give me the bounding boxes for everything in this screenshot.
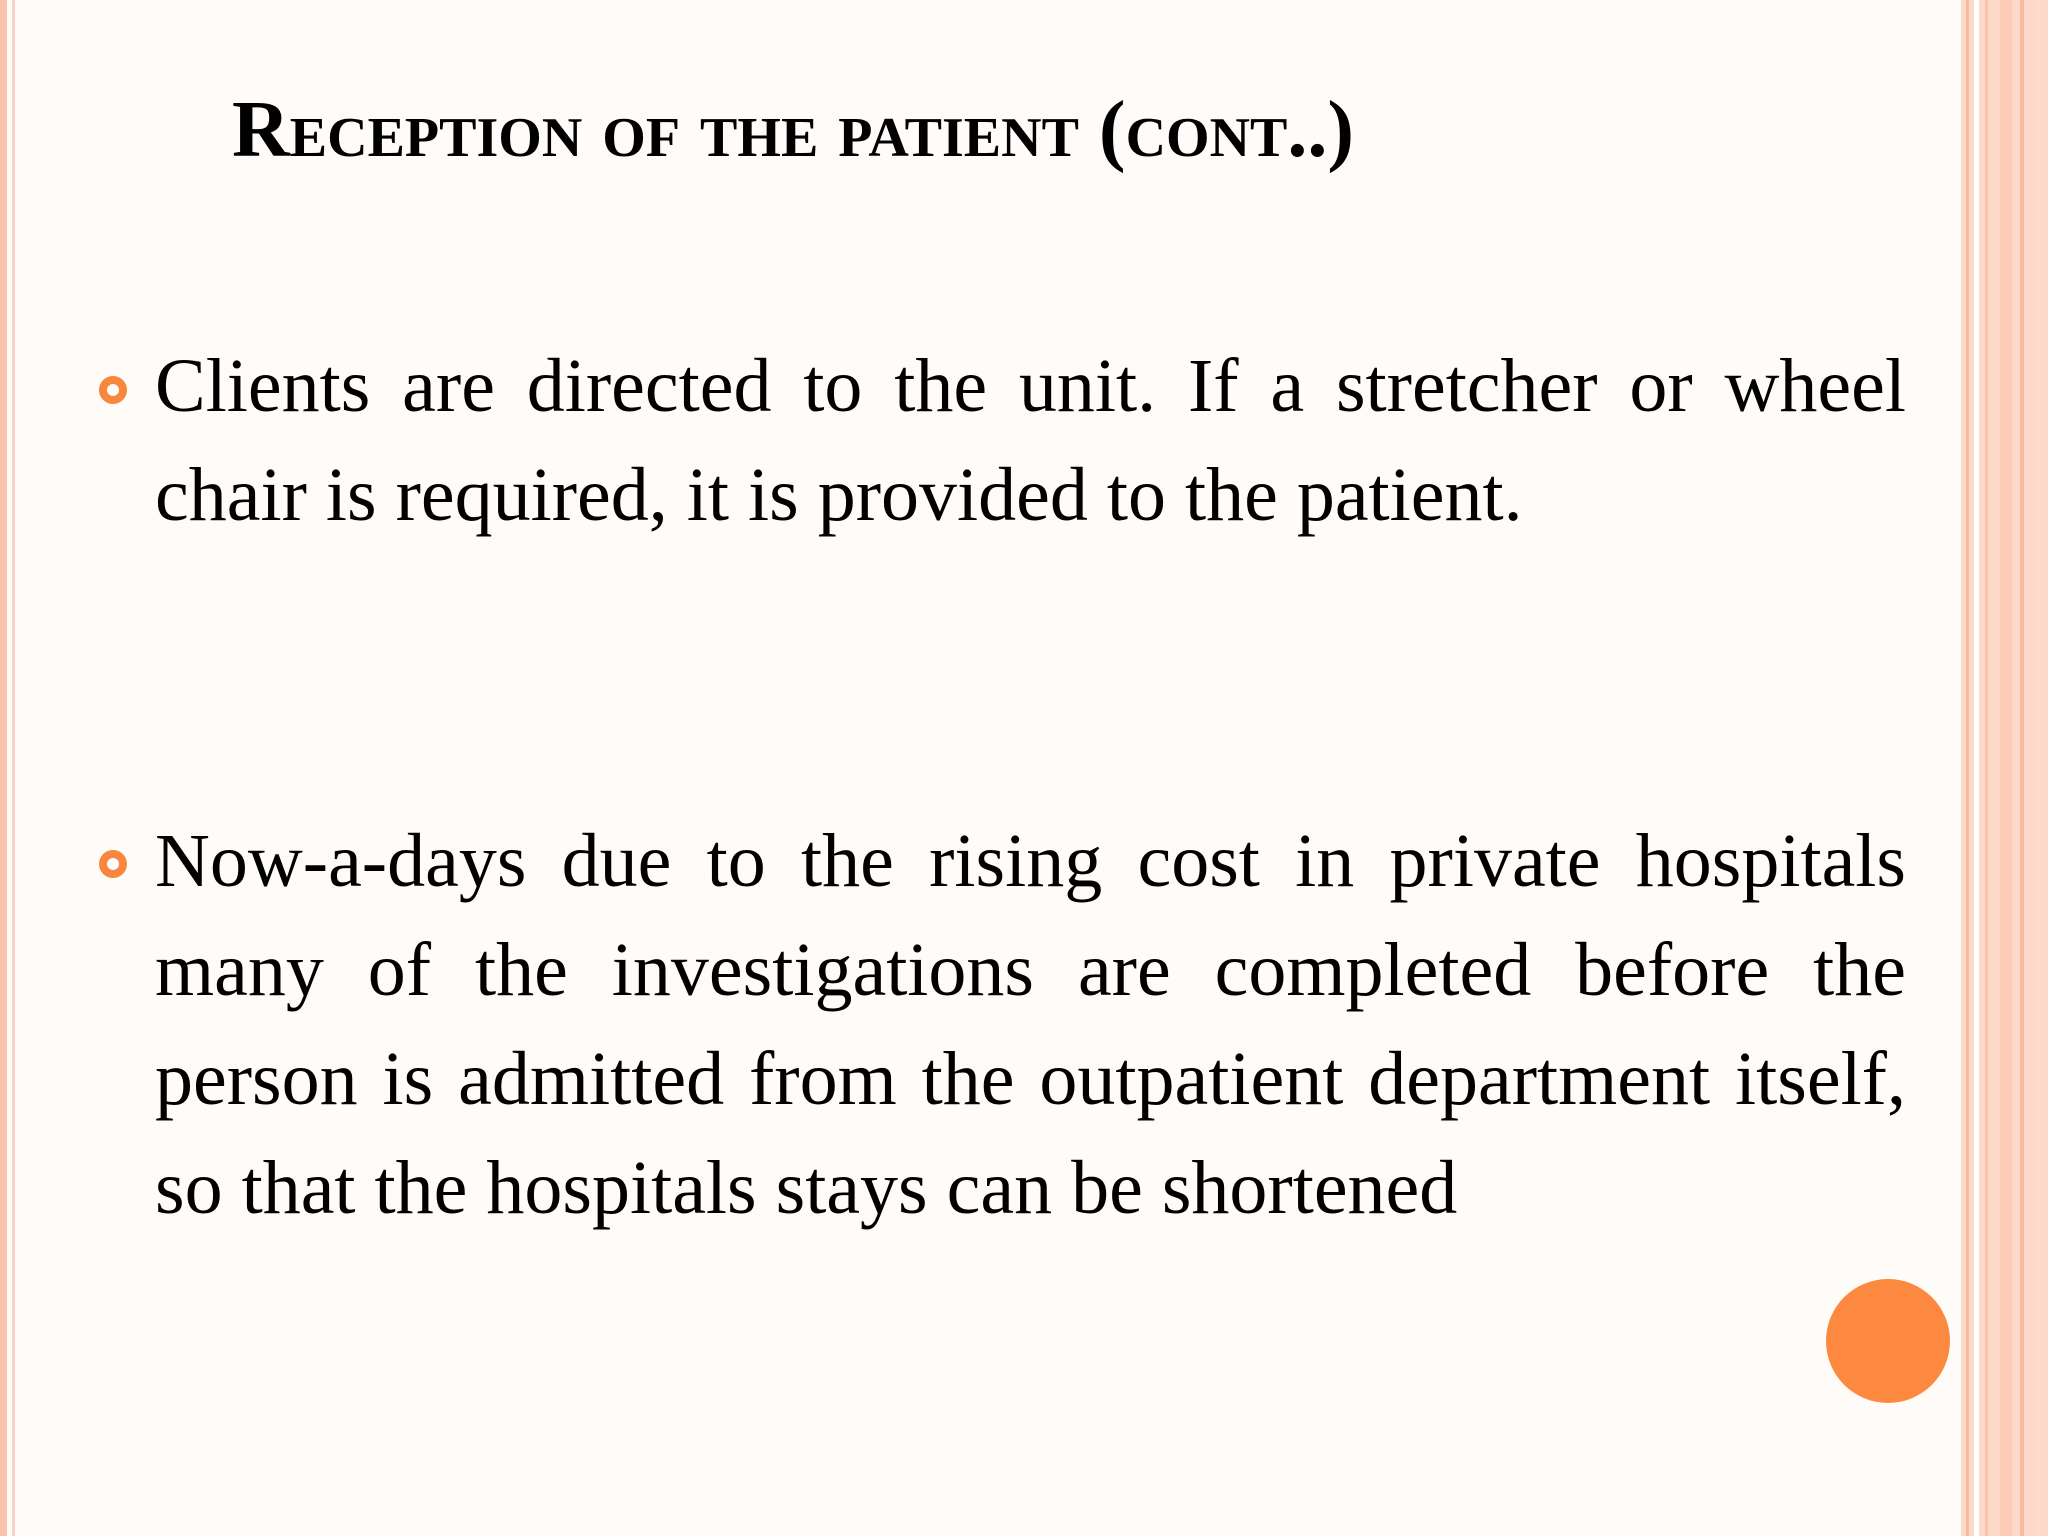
bullet-text-2: Now-a-days due to the rising cost in private hospitals many of the investigations are completed before the person is admitted from the outpatient department itself, so that the hospitals stays can be shortened [155, 819, 1906, 1230]
right-border-line-2 [1974, 0, 1979, 1536]
right-border-line-3 [1985, 0, 1988, 1536]
right-border-line-4 [2000, 0, 2012, 1536]
right-border-line-1 [1966, 0, 1969, 1536]
right-border-line-6 [2034, 0, 2040, 1536]
right-border-line-5 [2020, 0, 2024, 1536]
left-border-line [12, 0, 15, 1536]
left-border-stripe [0, 0, 7, 1536]
slide-title: Reception of the patient (cont..) [232, 86, 1354, 174]
orange-ring-bullet-icon [99, 850, 127, 878]
bullet-text-1: Clients are directed to the unit. If a stretcher or wheel chair is required, it is provided to the patient. [155, 344, 1906, 537]
orange-ring-bullet-icon [99, 376, 127, 404]
orange-circle-decoration [1826, 1279, 1950, 1403]
